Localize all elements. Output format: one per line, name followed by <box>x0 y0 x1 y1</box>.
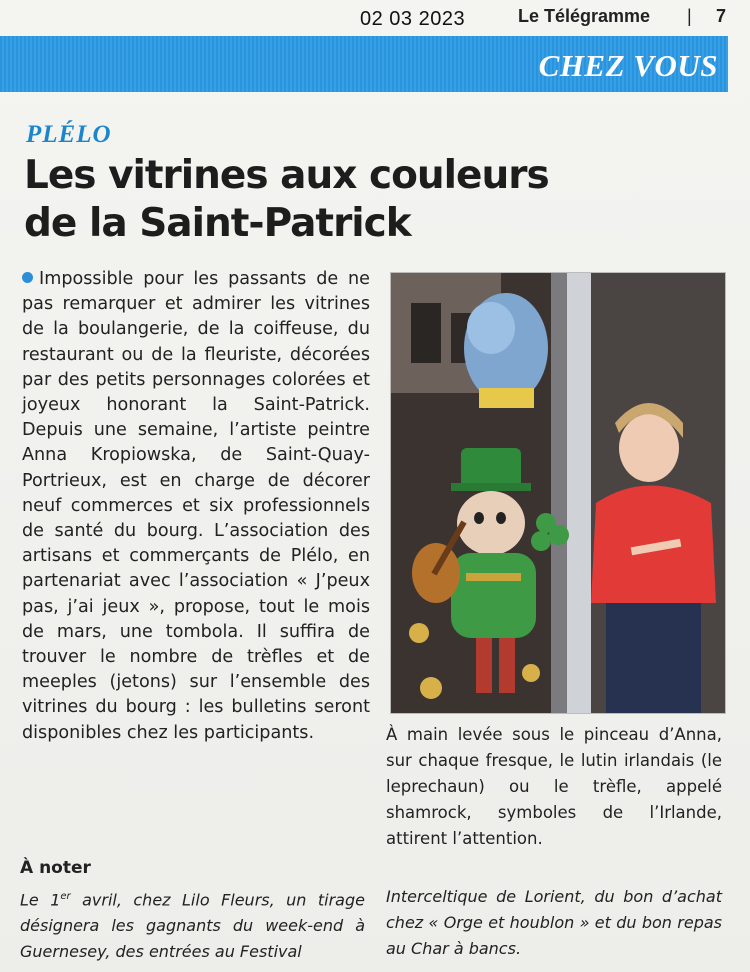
section-band <box>0 36 728 92</box>
section-label: CHEZ VOUS <box>538 48 718 83</box>
note-col1-rest: avril, chez Lilo Fleurs, un tirage désignera les gagnants du week-end à Guernesey, des entrées au Festival <box>20 890 365 962</box>
article-title <box>24 152 584 248</box>
note-column-1 <box>20 884 365 965</box>
header-separator: | <box>687 6 692 26</box>
note-ordinal-suffix: er <box>60 891 71 902</box>
article-photo <box>390 272 726 714</box>
article-body-text: Impossible pour les passants de ne pas remarquer et admirer les vitrines de la boulangerie, de la coiffeuse, du restaurant ou de la fleuriste, décorées par des petits personnages colorées et joyeux honorant la Saint-Patrick. Depuis une semaine, l’artiste peintre Anna Kropiowska, de Saint-Quay-Portrieux, est en charge de décorer neuf commerces et six professionnels de santé du bourg. L’association des artisans et commerçants de Plélo, en partenariat avec l’association « J’peux pas, j’ai jeux », propose, tout le mois de mars, une tombola. Il suffira de trouver le nombre de trèfles et de meeples (jetons) sur l’ensemble des vitrines du bourg : les bulletins seront disponibles chez les participants. <box>22 269 370 743</box>
title-line-1: Les vitrines aux couleurs <box>24 153 549 198</box>
note-heading: À noter <box>20 858 91 878</box>
photo-caption: À main levée sous le pinceau d’Anna, sur chaque fresque, le lutin irlandais (le leprechaun) ou le trèfle, appelé shamrock, symboles de l’Irlande, attirent l’attention. <box>386 725 722 848</box>
publication-name: Le Télégramme <box>518 6 651 26</box>
issue-date: 02 03 2023 <box>360 8 466 30</box>
article-body <box>22 267 370 746</box>
article-kicker: PLÉLO <box>26 121 112 148</box>
page-number: 7 <box>716 6 727 26</box>
shop-window-illustration <box>391 273 725 713</box>
title-line-2: de la Saint-Patrick <box>24 201 411 246</box>
paragraph-bullet-icon <box>22 272 33 283</box>
note-column-2: Interceltique de Lorient, du bon d’achat chez « Orge et houblon » et du bon repas au Char à bancs. <box>386 887 722 958</box>
note-col1-start: Le 1 <box>20 890 61 910</box>
